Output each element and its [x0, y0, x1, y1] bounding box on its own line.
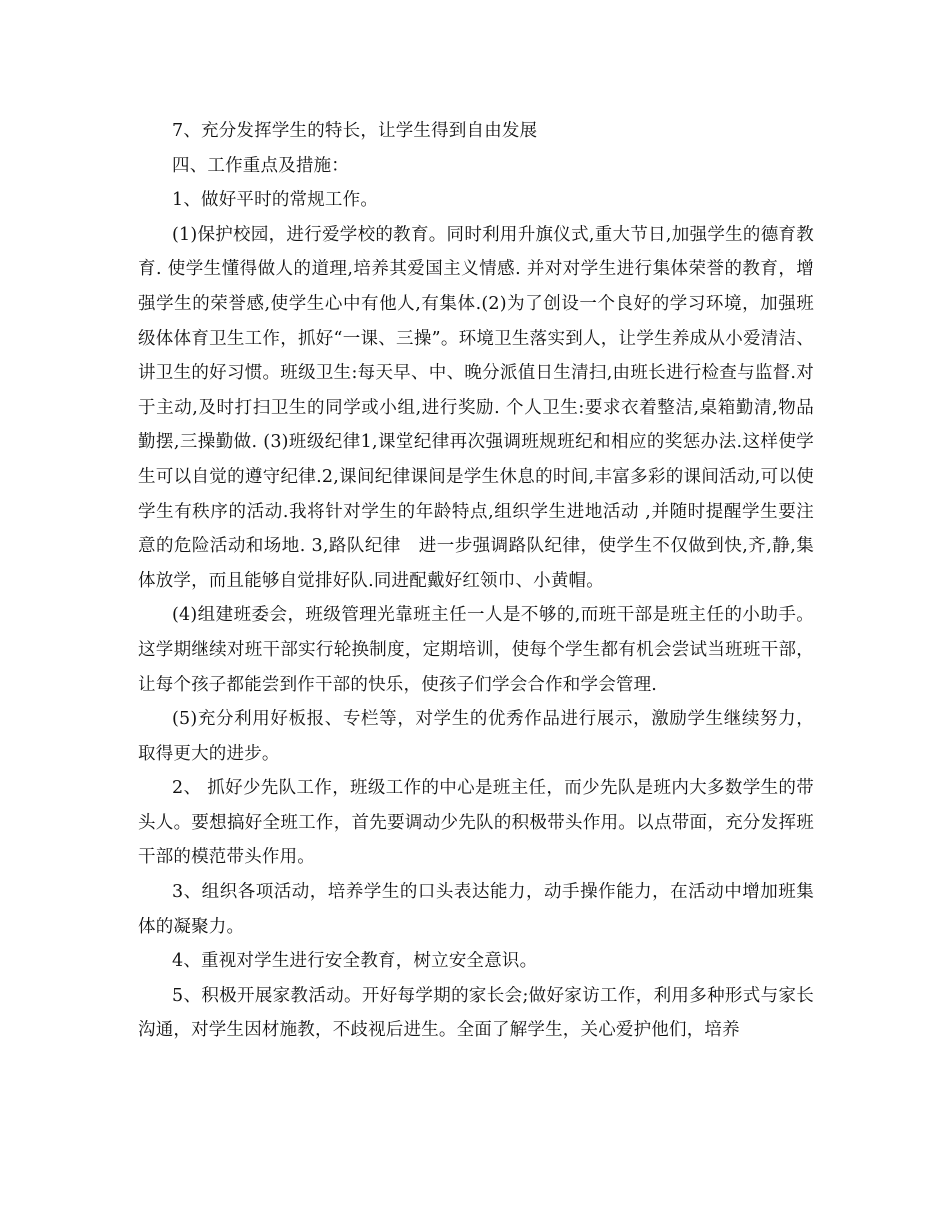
paragraph-blackboard: (5)充分利用好板报、专栏等，对学生的优秀作品进行展示，激励学生继续努力，取得更大的进步。 [138, 709, 814, 764]
subheading-routine-work: 1、做好平时的常规工作。 [172, 190, 379, 211]
paragraph-class-committee: (4)组建班委会，班级管理光靠班主任一人是不够的,而班干部是班主任的小助手。这学期继续对班干部实行轮换制度，定期培训，使每个学生都有机会尝试当班班干部，让每个孩子都能尝到作干部的快乐，使孩子们学会合作和学会管理. [138, 605, 814, 695]
paragraph-item-7: 7、充分发挥学生的特长，让学生得到自由发展 [172, 121, 538, 141]
paragraph-family-education: 5、积极开展家教活动。开好每学期的家长会;做好家访工作，利用多种形式与家长沟通，对学生因材施教，不歧视后进生。全面了解学生，关心爱护他们，培养 [138, 985, 814, 1041]
paragraph-activities: 3、组织各项活动，培养学生的口头表达能力，动手操作能力，在活动中增加班集体的凝聚力。 [138, 882, 814, 937]
section-heading-work-focus: 四、工作重点及措施： [172, 155, 349, 176]
paragraph-young-pioneers: 2、 抓好少先队工作，班级工作的中心是班主任，而少先队是班内大多数学生的带头人。要想搞好全班工作，首先要调动少先队的积极带头作用。以点带面，充分发挥班干部的模范带头作用。 [138, 778, 814, 868]
paragraph-safety: 4、重视对学生进行安全教育，树立安全意识。 [172, 951, 538, 972]
paragraph-routine-details: (1)保护校园，进行爱学校的教育。同时利用升旗仪式,重大节日,加强学生的德育教育. 使学生懂得做人的道理,培养其爱国主义情感. 并对对学生进行集体荣誉的教育，增强学生的荣誉感,使学生心中有他人,有集体.(2)为了创设一个良好的学习环境，加强班级体体育卫生工作，抓好“一课、三操”。环境卫生落实到人，让学生养成从小爱清洁、讲卫生的好习惯。班级卫生:每天早、中、晚分派值日生清扫,由班长进行检查与监督.对于主动,及时打扫卫生的同学或小组,进行奖励. 个人卫生:要求衣着整洁,桌箱勤清,物品勤摆,三操勤做. (3)班级纪律1,课堂纪律再次强调班规班纪和相应的奖惩办法.这样使学生可以自觉的遵守纪律.2,课间纪律课间是学生休息的时间,丰富多彩的课间活动,可以使学生有秩序的活动.我将针对学生的年龄特点,组织学生进地活动 ,并随时提醒学生要注意的危险活动和场地. 3,路队纪律 进一步强调路队纪律，使学生不仅做到快,齐,静,集体放学，而且能够自觉排好队.同进配戴好红领巾、小黄帽。 [138, 224, 814, 591]
document-body [138, 114, 814, 1048]
